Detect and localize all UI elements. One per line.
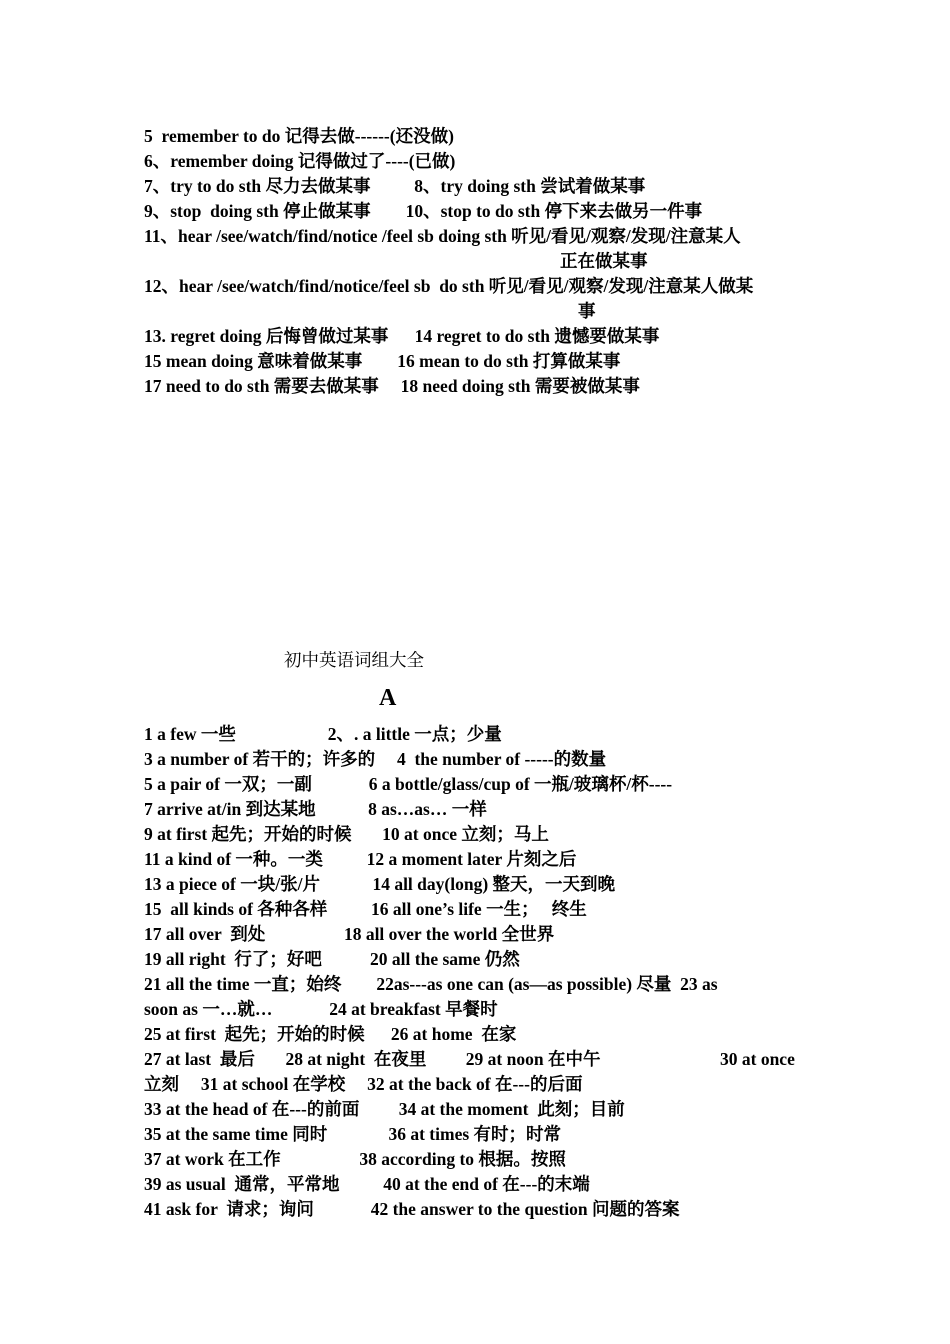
phrase-line: 25 at first 起先；开始的时候 26 at home 在家: [144, 1024, 517, 1044]
phrase-line: 5 a pair of 一双；一副 6 a bottle/glass/cup of 一瓶/玻璃杯/杯----: [144, 774, 673, 794]
phrase-line: 13 a piece of 一块/张/片 14 all day(long) 整天，一天到晚: [144, 874, 616, 894]
phrase-line: 37 at work 在工作 38 according to 根据。按照: [144, 1149, 566, 1169]
phrase-line: 11 a kind of 一种。一类 12 a moment later 片刻之后: [144, 849, 577, 869]
page-title: 初中英语词组大全: [284, 650, 424, 670]
phrase-line: 11、hear /see/watch/find/notice /feel sb doing sth 听见/看见/观察/发现/注意某人: [144, 226, 741, 246]
phrase-line-continuation: 正在做某事: [560, 251, 648, 271]
phrase-line: 15 all kinds of 各种各样 16 all one’s life 一生； 终生: [144, 899, 587, 919]
phrase-line: 19 all right 行了；好吧 20 all the same 仍然: [144, 949, 520, 969]
phrase-line: 33 at the head of 在---的前面 34 at the moment 此刻；目前: [144, 1099, 625, 1119]
phrase-line: 21 all the time 一直；始终 22as---as one can (as—as possible) 尽量 23 as: [144, 974, 718, 994]
phrase-line: 15 mean doing 意味着做某事 16 mean to do sth 打算做某事: [144, 351, 621, 371]
phrase-line: 13. regret doing 后悔曾做过某事 14 regret to do sth 遗憾要做某事: [144, 326, 660, 346]
phrase-line: soon as 一…就… 24 at breakfast 早餐时: [144, 999, 498, 1019]
phrase-line: 1 a few 一些 2、. a little 一点；少量: [144, 724, 502, 744]
phrase-line: 9、stop doing sth 停止做某事 10、stop to do sth 停下来去做另一件事: [144, 201, 703, 221]
phrase-line: 17 need to do sth 需要去做某事 18 need doing sth 需要被做某事: [144, 376, 640, 396]
phrase-line: 9 at first 起先；开始的时候 10 at once 立刻；马上: [144, 824, 549, 844]
phrase-line: 6、remember doing 记得做过了----(已做): [144, 151, 456, 171]
phrase-line: 3 a number of 若干的；许多的 4 the number of -----的数量: [144, 749, 607, 769]
phrase-line: 12、hear /see/watch/find/notice/feel sb do sth 听见/看见/观察/发现/注意某人做某: [144, 276, 754, 296]
phrase-line-continuation: 事: [578, 301, 596, 321]
phrase-line: 7 arrive at/in 到达某地 8 as…as… 一样: [144, 799, 487, 819]
phrase-line: 立刻 31 at school 在学校 32 at the back of 在---的后面: [144, 1074, 583, 1094]
phrase-line: 5 remember to do 记得去做------(还没做): [144, 126, 454, 146]
phrase-line: 7、try to do sth 尽力去做某事 8、try doing sth 尝试着做某事: [144, 176, 646, 196]
phrase-line: 17 all over 到处 18 all over the world 全世界: [144, 924, 555, 944]
phrase-line: 27 at last 最后 28 at night 在夜里 29 at noon 在中午: [144, 1049, 601, 1069]
phrase-line: 39 as usual 通常，平常地 40 at the end of 在---的末端: [144, 1174, 590, 1194]
phrase-line: 41 ask for 请求；询问 42 the answer to the question 问题的答案: [144, 1199, 680, 1219]
phrase-line-right: 30 at once: [720, 1049, 795, 1069]
section-letter-heading: A: [379, 685, 397, 711]
phrase-line: 35 at the same time 同时 36 at times 有时；时常: [144, 1124, 562, 1144]
